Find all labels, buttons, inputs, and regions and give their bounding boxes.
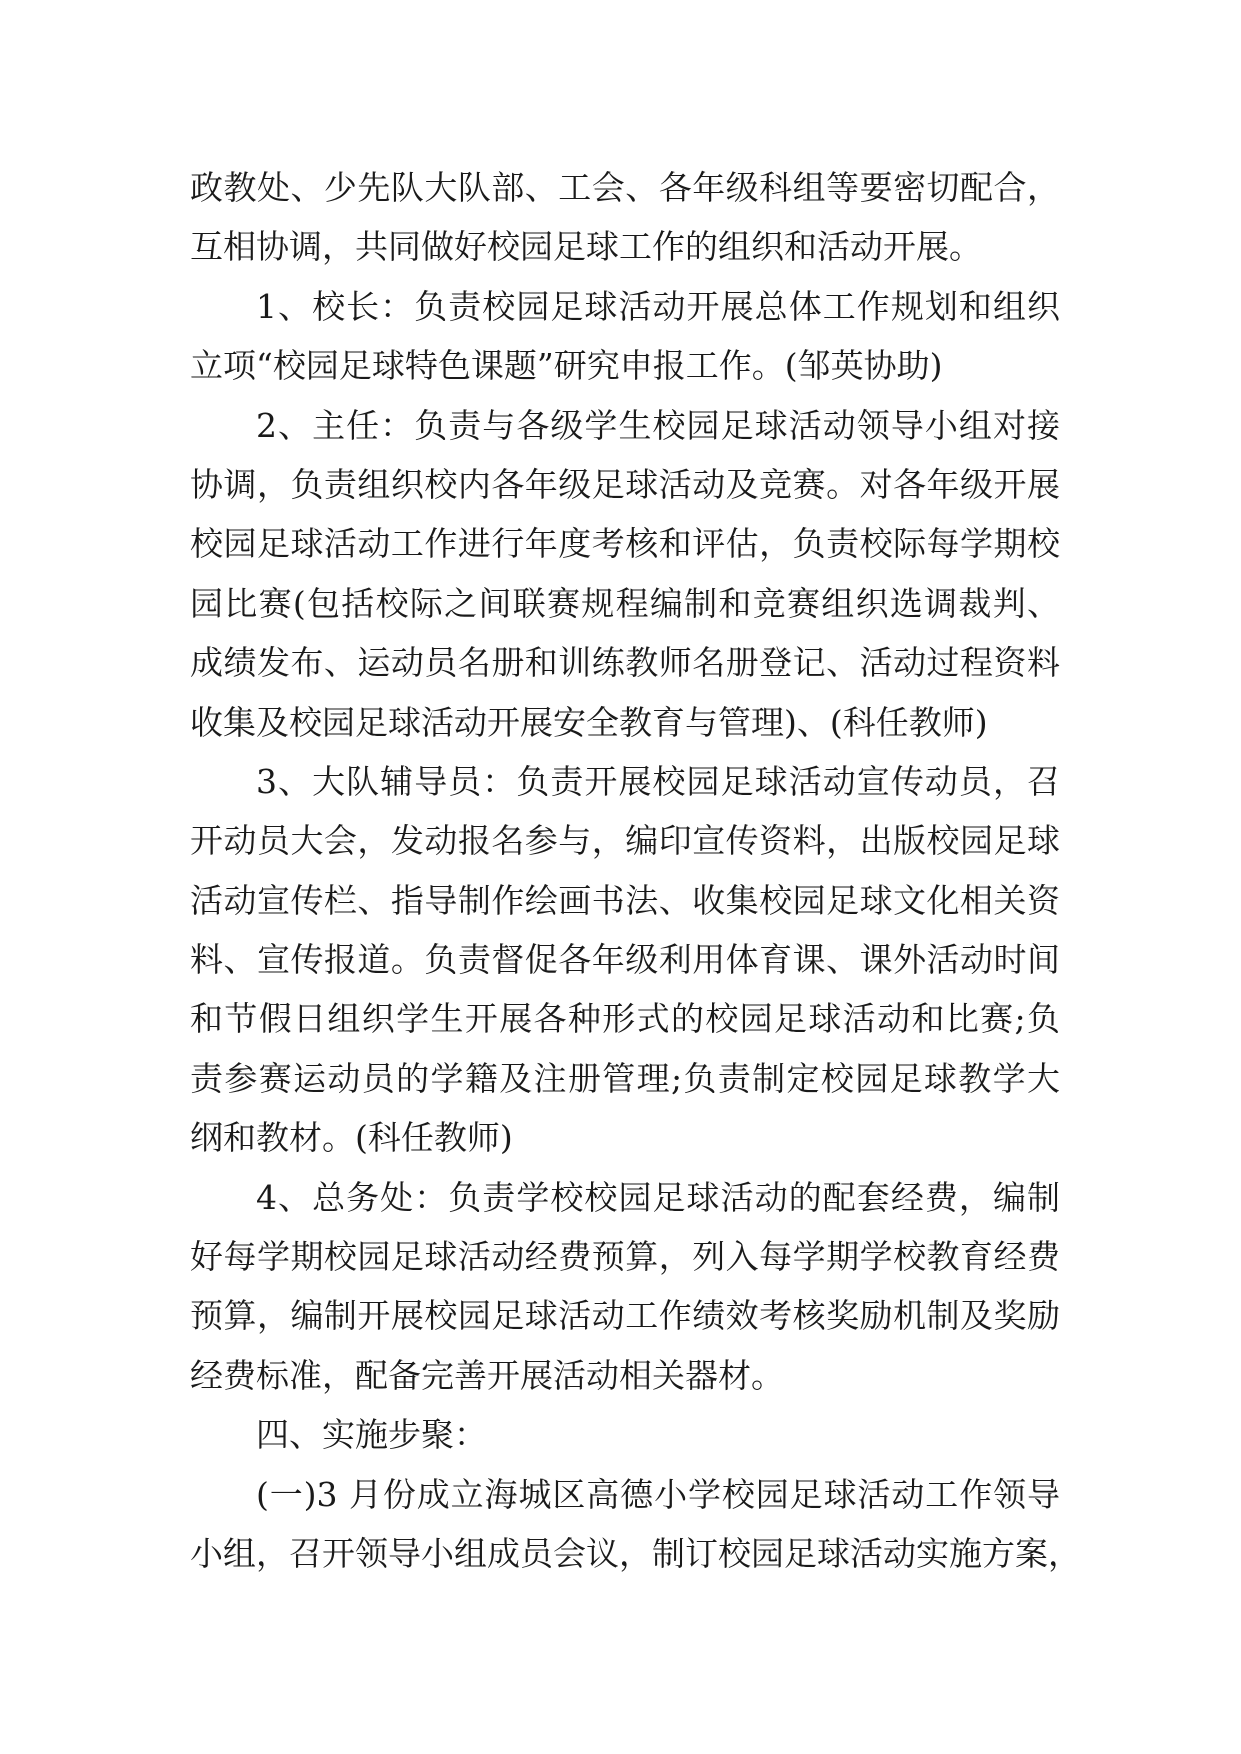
- text-line: 立项“校园足球特色课题”研究申报工作。(邹英协助): [190, 346, 943, 386]
- text-line: 收集及校园足球活动开展安全教育与管理)、(科任教师): [190, 702, 988, 742]
- text-line: 协调，负责组织校内各年级足球活动及竞赛。对各年级开展: [190, 464, 1060, 504]
- text-line: (一)3 月份成立海城区高德小学校园足球活动工作领导: [256, 1474, 1060, 1514]
- text-line: 3、大队辅导员：负责开展校园足球活动宣传动员，召: [256, 761, 1060, 801]
- text-line: 校园足球活动工作进行年度考核和评估，负责校际每学期校: [190, 524, 1060, 564]
- text-line: 纲和教材。(科任教师): [190, 1118, 513, 1158]
- text-line: 四、实施步聚：: [256, 1415, 487, 1455]
- text-line: 1、校长：负责校园足球活动开展总体工作规划和组织: [256, 286, 1060, 326]
- text-line: 互相协调，共同做好校园足球工作的组织和活动开展。: [190, 227, 982, 267]
- text-line: 责参赛运动员的学籍及注册管理;负责制定校园足球教学大: [190, 1058, 1060, 1098]
- text-line: 政教处、少先队大队部、工会、各年级科组等要密切配合，: [190, 168, 1060, 207]
- text-line: 成绩发布、运动员名册和训练教师名册登记、活动过程资料: [190, 643, 1060, 683]
- text-line: 小组，召开领导小组成员会议，制订校园足球活动实施方案，: [190, 1533, 1081, 1573]
- document-body: [190, 158, 1081, 1583]
- text-line: 4、总务处：负责学校校园足球活动的配套经费，编制: [256, 1177, 1060, 1217]
- text-line: 料、宣传报道。负责督促各年级利用体育课、课外活动时间: [190, 940, 1060, 980]
- text-line: 好每学期校园足球活动经费预算，列入每学期学校教育经费: [190, 1237, 1060, 1277]
- text-line: 2、主任：负责与各级学生校园足球活动领导小组对接: [256, 405, 1060, 445]
- text-line: 活动宣传栏、指导制作绘画书法、收集校园足球文化相关资: [190, 880, 1060, 920]
- text-line: 预算，编制开展校园足球活动工作绩效考核奖励机制及奖励: [190, 1296, 1060, 1336]
- text-line: 经费标准，配备完善开展活动相关器材。: [190, 1355, 784, 1395]
- text-line: 开动员大会，发动报名参与，编印宣传资料，出版校园足球: [190, 821, 1060, 861]
- text-line: 和节假日组织学生开展各种形式的校园足球活动和比赛;负: [190, 999, 1060, 1039]
- text-line: 园比赛(包括校际之间联赛规程编制和竞赛组织选调裁判、: [190, 583, 1060, 623]
